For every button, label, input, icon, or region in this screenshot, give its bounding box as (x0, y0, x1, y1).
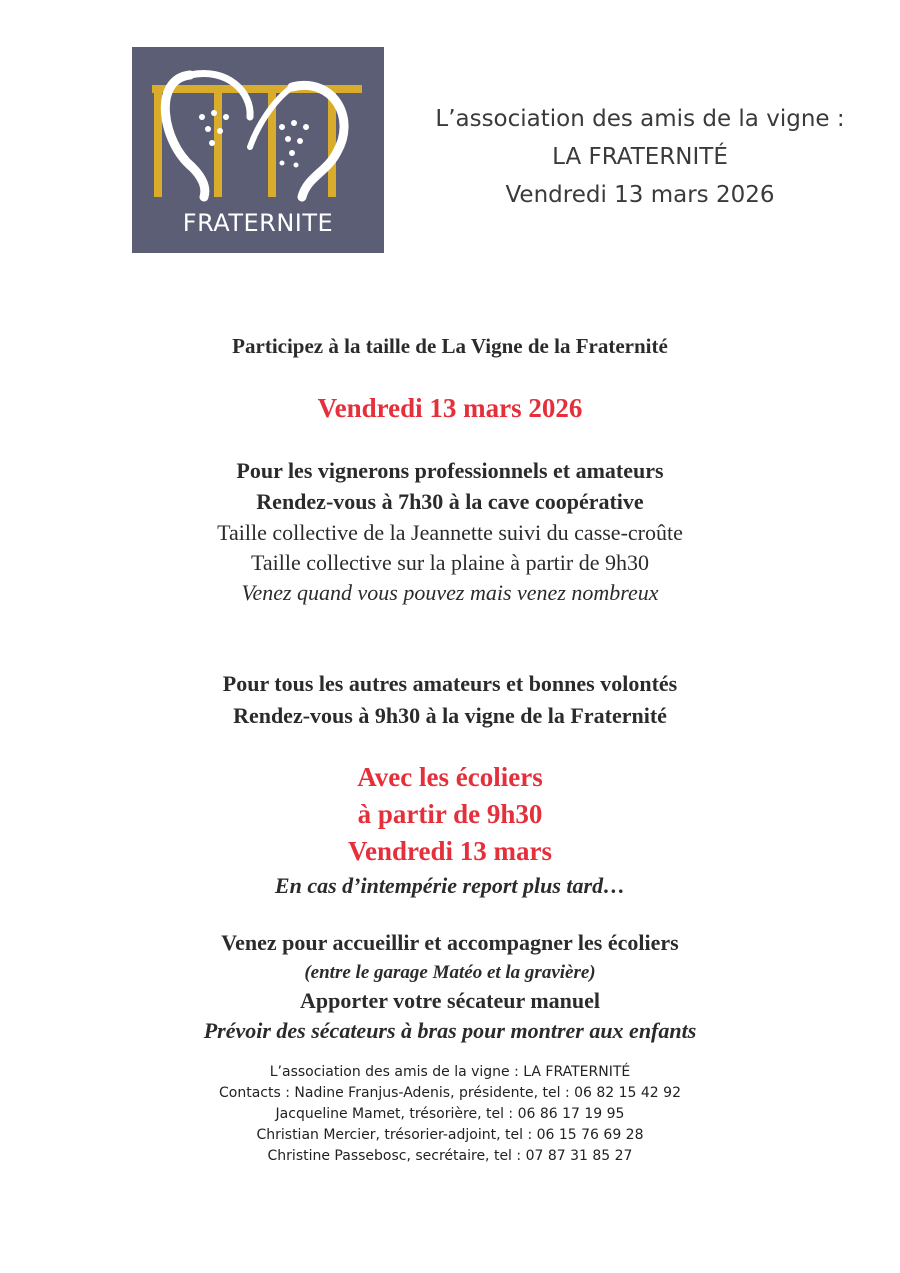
contact-line: Contacts : Nadine Franjus-Adenis, présidente, tel : 06 82 15 42 92 (219, 1085, 681, 1101)
pro-meeting: Rendez-vous à 7h30 à la cave coopérative (256, 489, 644, 514)
pro-note: Venez quand vous pouvez mais venez nombreux (241, 580, 659, 605)
help-line-4: Prévoir des sécateurs à bras pour montrer aux enfants (203, 1018, 697, 1043)
logo-text: FRATERNITE (182, 209, 334, 237)
school-line-2: à partir de 9h30 (357, 799, 543, 829)
header (400, 100, 880, 214)
contact-line: Christine Passebosc, secrétaire, tel : 07 87 31 85 27 (267, 1148, 633, 1164)
school-line-3: Vendredi 13 mars (347, 836, 553, 866)
contact-line: Christian Mercier, trésorier-adjoint, tel : 06 15 76 69 28 (256, 1127, 644, 1143)
others-title: Pour tous les autres amateurs et bonnes volontés (222, 671, 678, 696)
header-name: LA FRATERNITÉ (552, 144, 728, 170)
pro-item-1: Taille collective de la Jeannette suivi du casse-croûte (217, 520, 683, 545)
footer-org: L’association des amis de la vigne : LA FRATERNITÉ (269, 1064, 631, 1080)
event-date: Vendredi 13 mars 2026 (317, 393, 583, 423)
help-line-3: Apporter votre sécateur manuel (300, 988, 600, 1013)
header-association: L’association des amis de la vigne : (435, 106, 845, 132)
pro-item-2: Taille collective sur la plaine à partir de 9h30 (251, 550, 649, 575)
contact-line: Jacqueline Mamet, trésorière, tel : 06 86 17 19 95 (275, 1106, 625, 1122)
help-location: (entre le garage Matéo et la gravière) (304, 962, 596, 983)
header-date: Vendredi 13 mars 2026 (505, 182, 775, 208)
association-logo (132, 47, 384, 253)
footer-contacts (0, 1062, 900, 1167)
weather-note: En cas d’intempérie report plus tard… (274, 873, 626, 898)
school-line-1: Avec les écoliers (357, 762, 543, 792)
intro-heading: Participez à la taille de La Vigne de la Fraternité (232, 334, 668, 358)
others-meeting: Rendez-vous à 9h30 à la vigne de la Fraternité (233, 703, 667, 728)
pro-title: Pour les vignerons professionnels et amateurs (236, 458, 664, 483)
help-line-1: Venez pour accueillir et accompagner les écoliers (221, 930, 679, 955)
